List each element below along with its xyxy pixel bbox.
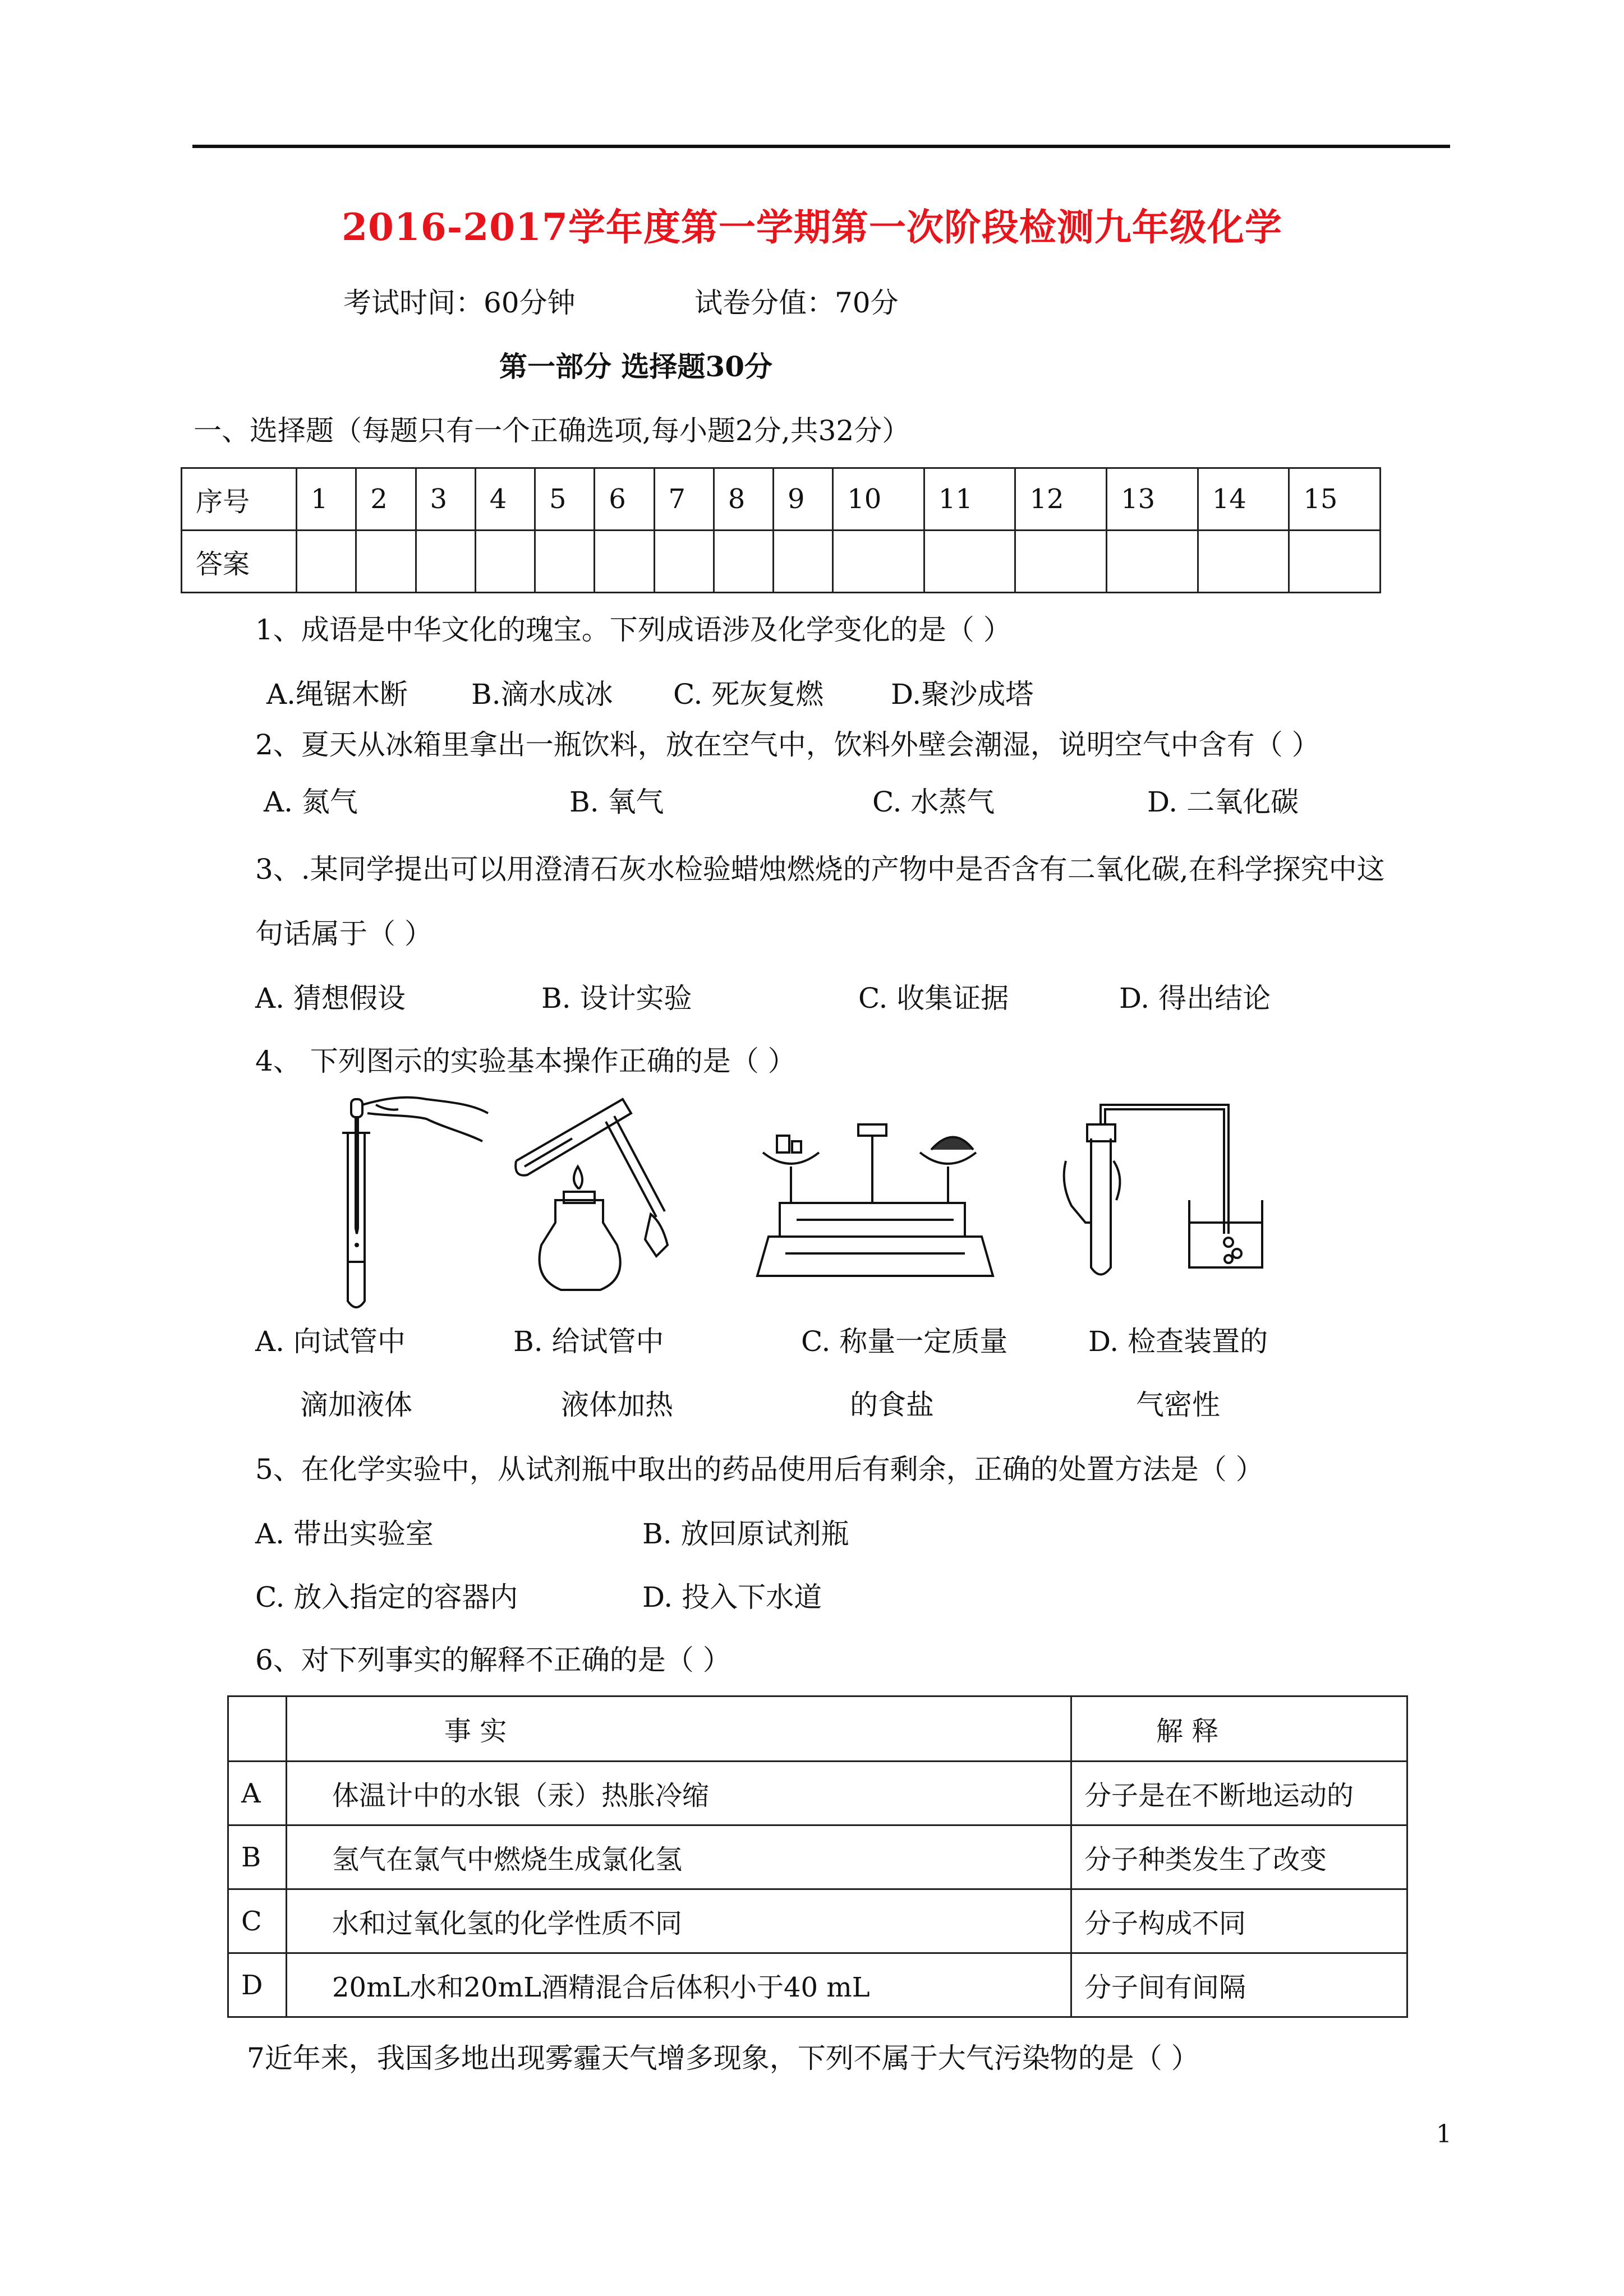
q3-option-a: A. 猜想假设 [255,982,406,1015]
table-cell-number: 12 [1015,468,1107,531]
q1-option-c: C. 死灰复燃 [673,678,824,711]
answer-cell[interactable] [535,531,595,593]
q3-option-d: D. 得出结论 [1119,982,1271,1015]
table-cell-number: 4 [475,468,535,531]
answer-table-number-row [182,468,1381,531]
q2-stem: 2、夏天从冰箱里拿出一瓶饮料，放在空气中，饮料外壁会潮湿，说明空气中含有（ ） [255,729,1320,761]
exam-score: 试卷分值：70分 [694,287,899,319]
q4-option-c-line1: C. 称量一定质量 [801,1325,1008,1358]
q2-option-c: C. 水蒸气 [872,786,995,818]
q5-stem: 5、在化学实验中，从试剂瓶中取出的药品使用后有剩余，正确的处置方法是（ ） [255,1453,1264,1486]
table-cell-number: 14 [1198,468,1289,531]
q4-option-a-line1: A. 向试管中 [255,1325,406,1358]
q5-option-a: A. 带出实验室 [255,1518,434,1550]
row-explanation: 分子构成不同 [1071,1889,1407,1953]
q3-stem-line2: 句话属于（ ） [255,918,433,950]
table-cell-number: 9 [774,468,833,531]
q3-option-c: C. 收集证据 [858,982,1009,1015]
table-row [228,1953,1407,2017]
airtightness-check-illustration [1060,1094,1296,1307]
q3-option-b: B. 设计实验 [541,982,692,1015]
balance-scale-illustration [752,1113,999,1293]
q2-option-d: D. 二氧化碳 [1147,786,1299,818]
q3-stem-line1: 3、.某同学提出可以用澄清石灰水检验蜡烛燃烧的产物中是否含有二氧化碳,在科学探究中这 [255,853,1385,886]
q1-option-b: B.滴水成冰 [471,678,613,711]
q4-option-b-line1: B. 给试管中 [513,1325,664,1358]
section1-heading: 一、选择题（每题只有一个正确选项,每小题2分,共32分） [194,414,910,447]
table-cell-number: 13 [1107,468,1198,531]
answer-cell[interactable] [1289,531,1381,593]
table-row [228,1762,1407,1825]
answer-table-answer-row [182,531,1381,593]
row-fact: 水和过氧化氢的化学性质不同 [287,1889,1071,1953]
q4-option-c-line2: 的食盐 [850,1389,934,1421]
table-header-row [228,1696,1407,1762]
heating-test-tube-illustration [494,1077,684,1312]
table-cell-number: 10 [833,468,924,531]
q4-option-d-line1: D. 检查装置的 [1088,1325,1268,1358]
table-cell-number: 8 [714,468,773,531]
q4-option-b-line2: 液体加热 [561,1389,673,1421]
q7-stem: 7近年来，我国多地出现雾霾天气增多现象，下列不属于大气污染物的是（ ） [247,2042,1199,2074]
answer-cell[interactable] [654,531,714,593]
answer-cell[interactable] [1015,531,1107,593]
row-fact: 20mL水和20mL酒精混合后体积小于40 mL [287,1953,1071,2017]
answer-cell[interactable] [416,531,475,593]
row-label: C [228,1889,287,1953]
answer-cell[interactable] [714,531,773,593]
answer-cell[interactable] [1198,531,1289,593]
row-explanation: 分子是在不断地运动的 [1071,1762,1407,1825]
table-cell-number: 7 [654,468,714,531]
answer-cell[interactable] [297,531,356,593]
answer-cell[interactable] [1107,531,1198,593]
part1-heading: 第一部分 选择题30分 [499,350,772,383]
dropper-test-tube-illustration [314,1094,494,1318]
table-cell-number: 6 [595,468,654,531]
row-fact: 体温计中的水银（汞）热胀冷缩 [287,1762,1071,1825]
row-fact: 氢气在氯气中燃烧生成氯化氢 [287,1825,1071,1889]
table-cell-label: 序号 [182,468,297,531]
table-header-blank [228,1696,287,1762]
q4-stem: 4、 下列图示的实验基本操作正确的是（ ） [255,1045,796,1077]
q4-option-a-line2: 滴加液体 [300,1389,412,1421]
page-title: 2016-2017学年度第一学期第一次阶段检测九年级化学 [342,205,1282,249]
row-label: D [228,1953,287,2017]
table-cell-number: 11 [924,468,1015,531]
table-header-explanation: 解 释 [1071,1696,1407,1762]
q5-option-b: B. 放回原试剂瓶 [642,1518,849,1550]
answer-cell[interactable] [774,531,833,593]
q5-option-d: D. 投入下水道 [642,1581,822,1613]
q5-option-c: C. 放入指定的容器内 [255,1581,518,1613]
q2-option-b: B. 氧气 [569,786,664,818]
answer-cell[interactable] [595,531,654,593]
table-row [228,1889,1407,1953]
row-label: A [228,1762,287,1825]
q1-option-d: D.聚沙成塔 [891,678,1034,711]
table-cell-number: 1 [297,468,356,531]
answer-cell[interactable] [833,531,924,593]
row-explanation: 分子间有间隔 [1071,1953,1407,2017]
table-row [228,1825,1407,1889]
q2-option-a: A. 氮气 [264,786,358,818]
table-cell-number: 5 [535,468,595,531]
table-cell-number: 15 [1289,468,1381,531]
q6-stem: 6、对下列事实的解释不正确的是（ ） [255,1644,731,1676]
table-cell-number: 2 [356,468,416,531]
q4-option-d-line2: 气密性 [1136,1389,1220,1421]
header-rule [192,145,1450,148]
row-explanation: 分子种类发生了改变 [1071,1825,1407,1889]
table-header-fact: 事 实 [287,1696,1071,1762]
fact-explanation-table [227,1695,1408,2018]
table-cell-label: 答案 [182,531,297,593]
exam-time: 考试时间：60分钟 [343,287,576,319]
row-label: B [228,1825,287,1889]
answer-cell[interactable] [475,531,535,593]
answer-table [181,467,1381,593]
answer-cell[interactable] [924,531,1015,593]
q1-stem: 1、成语是中华文化的瑰宝。下列成语涉及化学变化的是（ ） [255,614,1011,646]
table-cell-number: 3 [416,468,475,531]
page-number: 1 [1436,2120,1452,2149]
q1-option-a: A.绳锯木断 [266,678,408,711]
answer-cell[interactable] [356,531,416,593]
